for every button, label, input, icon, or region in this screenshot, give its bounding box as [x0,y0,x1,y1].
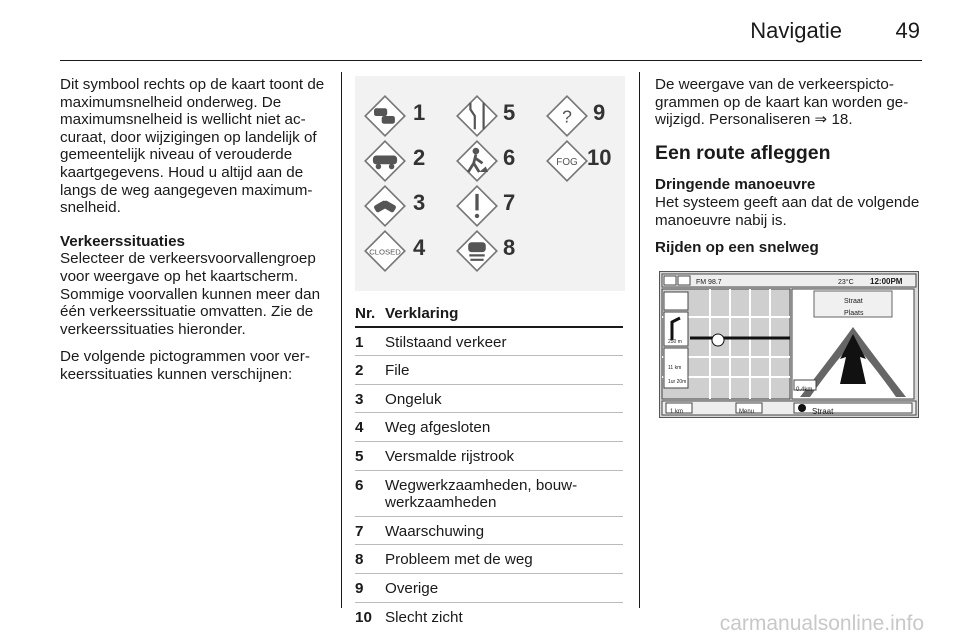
temperature-label: 23°C [838,278,854,286]
table-header-nr: Nr. [355,305,385,327]
table-row: 6 Wegwerkzaamheden, bouwwerkzaamheden [355,470,623,516]
traffic-heading: Verkeerssituaties [60,232,185,250]
current-street-label: Straat [812,406,834,416]
pictogram-number: 6 [503,145,516,170]
stationary-traffic-icon [363,94,407,138]
table-row: 5 Versmalde rijstrook [355,441,623,470]
table-row: 3 Ongeluk [355,384,623,413]
poor-visibility-icon [545,139,589,183]
remaining-time-label: 1ur 20m [668,378,687,385]
pictogram-number: 8 [503,235,516,260]
accident-icon [363,184,407,228]
pictogram-number: 2 [413,145,426,170]
table-row: 8 Probleem met de weg [355,545,623,574]
street-label: Straat [844,297,863,305]
warning-icon [455,184,499,228]
nav-screen-drawing [660,272,918,417]
pictogram-number: 3 [413,190,426,215]
pictogram-number: 1 [413,100,426,125]
pictogram-number: 10 [587,145,612,170]
column-divider [639,72,640,608]
display-paragraph: De weergave van de verkeerspictogrammen op de kaart kan worden gewijzigd. Personaliseren ⇒ 18. [655,76,909,129]
watermark: carmanualsonline.info [719,612,924,635]
column-left [60,76,328,394]
table-row: 1 Stilstaand verkeer [355,327,623,356]
pictogram-number: 9 [593,100,606,125]
turn-distance-label: 250 m [668,338,682,345]
route-heading: Een route afleggen [655,141,831,164]
pictogram-intro-paragraph: De volgende pictogrammen voor verkeerssituaties kunnen verschijnen: [60,348,310,383]
urgent-maneuver-paragraph: Het systeem geeft aan dat de volgende manoeuvre nabij is. [655,193,920,229]
column-middle [355,76,625,630]
page-title: Navigatie [750,18,842,43]
clock-label: 12:00PM [870,276,903,286]
svg-text:FOG: FOG [556,156,578,168]
roadworks-icon [455,139,499,183]
remaining-distance-label: 11 km [668,364,682,371]
table-row: 2 File [355,356,623,385]
road-closed-icon [363,229,407,273]
table-row: 7 Waarschuwing [355,516,623,545]
other-icon [545,94,589,138]
radio-station-label: FM 98.7 [696,278,722,286]
traffic-jam-icon [363,139,407,183]
pictogram-number: 5 [503,100,516,125]
svg-text:?: ? [562,106,572,127]
speed-limit-paragraph: Dit symbool rechts op de kaart toont de maximumsnelheid onderweg. De maximumsnelheid is wellicht niet accuraat, door wijzigingen op landelijk of gemeentelijk niveau of verouderde kaartgegevens. Houd u altijd aan de langs de weg aangegeven maximumsnelheid. [60,76,325,217]
navigation-screen-illustration [659,271,919,418]
menu-button-label: Menu [739,408,755,415]
place-label: Plaats [844,309,864,317]
traffic-pictogram-panel [355,76,625,291]
traffic-paragraph: Selecteer de verkeersvoorvallengroep voor weergave op het kaartscherm. Sommige voorvallen kunnen meer dan één verkeerssituatie omvatten. Zie de verkeerssituaties hieronder. [60,250,321,338]
column-right [655,76,923,418]
pictogram-legend-table [355,305,623,630]
table-row: 9 Overige [355,573,623,602]
distance-label: 0.4km [796,386,813,393]
table-row: 10 Slecht zicht [355,608,463,626]
svg-text:CLOSED: CLOSED [369,247,401,257]
pictogram-number: 7 [503,190,516,215]
pictogram-number: 4 [413,235,426,260]
road-problem-icon [455,229,499,273]
table-header-explanation: Verklaring [385,305,623,327]
narrowed-lane-icon [455,94,499,138]
map-scale-label: 1 km [670,408,684,415]
column-divider [341,72,342,608]
page-header [60,0,922,61]
table-row: 4 Weg afgesloten [355,413,623,442]
highway-heading: Rijden op een snelweg [655,239,819,257]
urgent-maneuver-heading: Dringende manoeuvre [655,176,816,194]
page-number: 49 [895,18,920,43]
